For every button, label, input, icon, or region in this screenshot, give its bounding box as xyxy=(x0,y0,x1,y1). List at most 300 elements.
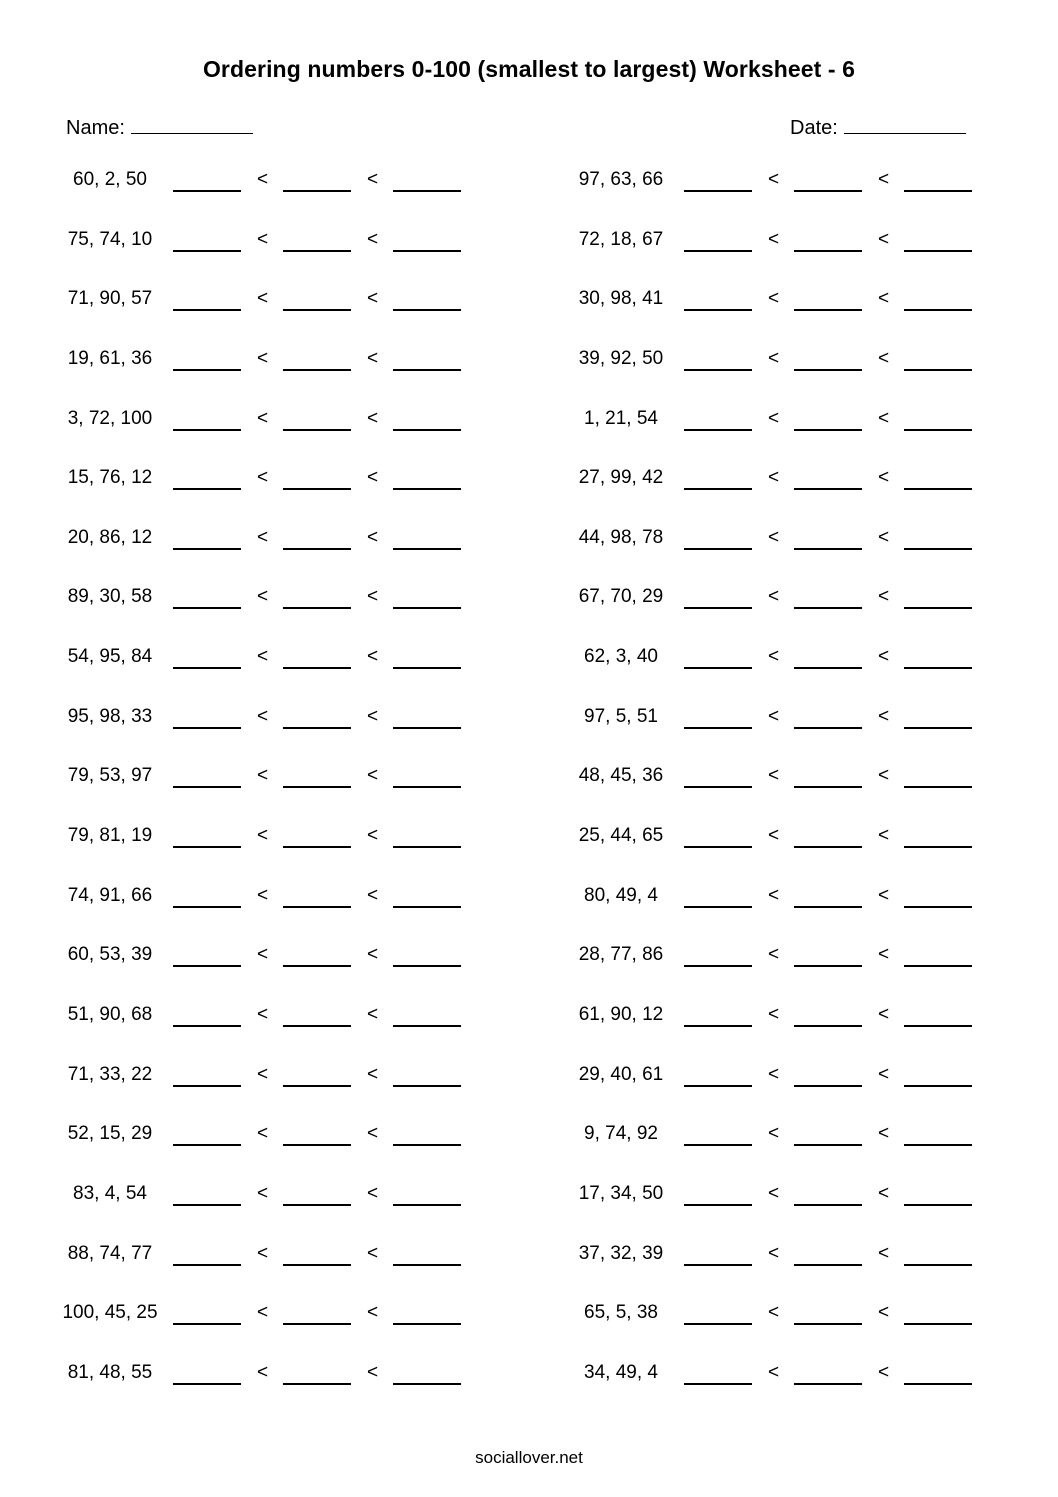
answer-blank-1[interactable] xyxy=(684,1264,752,1266)
answer-blank-1[interactable] xyxy=(684,727,752,729)
answer-blank-3[interactable] xyxy=(904,965,972,967)
less-than-sign: < xyxy=(768,228,780,250)
answer-blank-2[interactable] xyxy=(283,906,351,908)
problem-numbers: 89, 30, 58 xyxy=(67,586,153,608)
less-than-sign: < xyxy=(257,1003,269,1025)
answer-blank-1[interactable] xyxy=(684,1383,752,1385)
worksheet-title: Ordering numbers 0-100 (smallest to largest) Worksheet - 6 xyxy=(202,56,856,82)
problem-numbers: 97, 5, 51 xyxy=(584,705,658,727)
less-than-sign: < xyxy=(878,646,890,668)
problem-row xyxy=(52,808,492,868)
less-than-sign: < xyxy=(768,944,780,966)
less-than-sign: < xyxy=(768,1003,780,1025)
answer-blank-2[interactable] xyxy=(283,1383,351,1385)
answer-blank-2[interactable] xyxy=(794,1383,862,1385)
answer-blank-1[interactable] xyxy=(173,488,241,490)
less-than-sign: < xyxy=(367,646,379,668)
less-than-sign: < xyxy=(878,884,890,906)
problem-row xyxy=(563,808,1003,868)
less-than-sign: < xyxy=(878,1242,890,1264)
less-than-sign: < xyxy=(768,1123,780,1145)
answer-blank-2[interactable] xyxy=(283,965,351,967)
answer-blank-1[interactable] xyxy=(173,1025,241,1027)
less-than-sign: < xyxy=(878,765,890,787)
less-than-sign: < xyxy=(257,646,269,668)
less-than-sign: < xyxy=(257,1182,269,1204)
problem-numbers: 83, 4, 54 xyxy=(73,1182,147,1204)
problem-row xyxy=(563,927,1003,987)
answer-blank-3[interactable] xyxy=(904,846,972,848)
answer-blank-1[interactable] xyxy=(173,667,241,669)
answer-blank-3[interactable] xyxy=(904,429,972,431)
problem-numbers: 61, 90, 12 xyxy=(578,1003,664,1025)
answer-blank-2[interactable] xyxy=(283,250,351,252)
problem-row xyxy=(563,569,1003,629)
problem-numbers: 79, 81, 19 xyxy=(67,825,153,847)
answer-blank-3[interactable] xyxy=(393,786,461,788)
answer-blank-2[interactable] xyxy=(283,488,351,490)
less-than-sign: < xyxy=(257,1063,269,1085)
answer-blank-2[interactable] xyxy=(794,727,862,729)
problem-numbers: 88, 74, 77 xyxy=(67,1242,153,1264)
answer-blank-1[interactable] xyxy=(684,548,752,550)
less-than-sign: < xyxy=(367,1063,379,1085)
less-than-sign: < xyxy=(367,586,379,608)
answer-blank-3[interactable] xyxy=(393,965,461,967)
less-than-sign: < xyxy=(367,407,379,429)
problem-numbers: 54, 95, 84 xyxy=(67,646,153,668)
answer-blank-2[interactable] xyxy=(794,667,862,669)
less-than-sign: < xyxy=(367,169,379,190)
answer-blank-2[interactable] xyxy=(283,667,351,669)
problem-row xyxy=(52,987,492,1047)
answer-blank-1[interactable] xyxy=(173,786,241,788)
less-than-sign: < xyxy=(878,526,890,548)
less-than-sign: < xyxy=(878,288,890,310)
answer-blank-2[interactable] xyxy=(283,1025,351,1027)
less-than-sign: < xyxy=(768,169,780,190)
less-than-sign: < xyxy=(367,1361,379,1383)
less-than-sign: < xyxy=(257,944,269,966)
problem-numbers: 29, 40, 61 xyxy=(578,1063,664,1085)
answer-blank-2[interactable] xyxy=(283,786,351,788)
problem-row xyxy=(563,629,1003,689)
answer-blank-1[interactable] xyxy=(684,309,752,311)
name-blank[interactable] xyxy=(131,113,253,134)
problem-row xyxy=(52,1166,492,1226)
problem-numbers: 48, 45, 36 xyxy=(578,765,664,787)
date-blank[interactable] xyxy=(844,113,966,134)
less-than-sign: < xyxy=(367,1302,379,1324)
problem-numbers: 60, 2, 50 xyxy=(73,169,147,190)
problem-row xyxy=(52,629,492,689)
problem-row xyxy=(52,271,492,331)
less-than-sign: < xyxy=(768,407,780,429)
less-than-sign: < xyxy=(878,1361,890,1383)
problem-row xyxy=(52,748,492,808)
problem-numbers: 74, 91, 66 xyxy=(67,884,153,906)
problem-row xyxy=(563,1285,1003,1345)
answer-blank-1[interactable] xyxy=(684,250,752,252)
problem-row xyxy=(52,510,492,570)
answer-blank-3[interactable] xyxy=(393,1144,461,1146)
name-label: Name: xyxy=(66,117,125,139)
answer-blank-3[interactable] xyxy=(904,1323,972,1325)
problem-numbers: 60, 53, 39 xyxy=(67,944,153,966)
less-than-sign: < xyxy=(878,1302,890,1324)
answer-blank-3[interactable] xyxy=(393,488,461,490)
answer-blank-3[interactable] xyxy=(393,1323,461,1325)
problem-numbers: 44, 98, 78 xyxy=(578,526,664,548)
answer-blank-1[interactable] xyxy=(173,906,241,908)
answer-blank-3[interactable] xyxy=(393,1204,461,1206)
problem-numbers: 17, 34, 50 xyxy=(578,1182,664,1204)
less-than-sign: < xyxy=(878,169,890,190)
answer-blank-1[interactable] xyxy=(684,786,752,788)
answer-blank-2[interactable] xyxy=(794,190,862,192)
answer-blank-2[interactable] xyxy=(794,906,862,908)
problem-numbers: 30, 98, 41 xyxy=(578,288,664,310)
answer-blank-2[interactable] xyxy=(794,250,862,252)
problem-row xyxy=(563,450,1003,510)
problem-numbers: 71, 33, 22 xyxy=(67,1063,153,1085)
problem-row xyxy=(52,1226,492,1286)
answer-blank-1[interactable] xyxy=(684,1323,752,1325)
less-than-sign: < xyxy=(768,467,780,489)
less-than-sign: < xyxy=(878,586,890,608)
answer-blank-2[interactable] xyxy=(794,1025,862,1027)
answer-blank-1[interactable] xyxy=(173,727,241,729)
less-than-sign: < xyxy=(768,347,780,369)
problem-numbers: 9, 74, 92 xyxy=(584,1123,658,1145)
problem-numbers: 52, 15, 29 xyxy=(67,1123,153,1145)
problem-numbers: 72, 18, 67 xyxy=(578,228,664,250)
answer-blank-2[interactable] xyxy=(283,309,351,311)
answer-blank-2[interactable] xyxy=(283,846,351,848)
answer-blank-1[interactable] xyxy=(684,1085,752,1087)
less-than-sign: < xyxy=(768,586,780,608)
problem-row xyxy=(563,212,1003,272)
problem-row xyxy=(52,569,492,629)
less-than-sign: < xyxy=(257,228,269,250)
problem-row xyxy=(563,391,1003,451)
problem-row xyxy=(52,391,492,451)
problem-row xyxy=(52,450,492,510)
answer-blank-1[interactable] xyxy=(173,1144,241,1146)
answer-blank-2[interactable] xyxy=(794,965,862,967)
less-than-sign: < xyxy=(768,1242,780,1264)
answer-blank-1[interactable] xyxy=(173,1383,241,1385)
less-than-sign: < xyxy=(768,1361,780,1383)
answer-blank-1[interactable] xyxy=(173,369,241,371)
less-than-sign: < xyxy=(367,705,379,727)
right-problem-column xyxy=(563,152,1003,1404)
answer-blank-3[interactable] xyxy=(393,1383,461,1385)
answer-blank-2[interactable] xyxy=(794,786,862,788)
problem-row xyxy=(52,212,492,272)
answer-blank-1[interactable] xyxy=(684,190,752,192)
answer-blank-2[interactable] xyxy=(283,727,351,729)
problem-row xyxy=(563,1345,1003,1405)
problem-row xyxy=(563,748,1003,808)
left-problem-column xyxy=(52,152,492,1404)
answer-blank-1[interactable] xyxy=(173,965,241,967)
answer-blank-3[interactable] xyxy=(904,488,972,490)
problem-numbers: 3, 72, 100 xyxy=(67,407,153,429)
answer-blank-2[interactable] xyxy=(794,548,862,550)
problem-row xyxy=(563,868,1003,928)
answer-blank-3[interactable] xyxy=(904,906,972,908)
answer-blank-3[interactable] xyxy=(393,1264,461,1266)
problem-row xyxy=(563,689,1003,749)
problem-numbers: 20, 86, 12 xyxy=(67,526,153,548)
date-field xyxy=(790,113,966,140)
less-than-sign: < xyxy=(878,347,890,369)
problem-row xyxy=(563,152,1003,212)
problem-numbers: 100, 45, 25 xyxy=(62,1302,158,1324)
problem-numbers: 71, 90, 57 xyxy=(67,288,153,310)
less-than-sign: < xyxy=(257,1361,269,1383)
less-than-sign: < xyxy=(257,347,269,369)
problem-row xyxy=(563,987,1003,1047)
less-than-sign: < xyxy=(768,1063,780,1085)
answer-blank-2[interactable] xyxy=(283,190,351,192)
answer-blank-3[interactable] xyxy=(393,429,461,431)
problem-row xyxy=(563,1047,1003,1107)
less-than-sign: < xyxy=(768,288,780,310)
footer-site: sociallover.net xyxy=(475,1448,583,1467)
problem-row xyxy=(563,510,1003,570)
answer-blank-3[interactable] xyxy=(904,309,972,311)
answer-blank-2[interactable] xyxy=(794,1144,862,1146)
answer-blank-2[interactable] xyxy=(283,369,351,371)
answer-blank-3[interactable] xyxy=(393,607,461,609)
problem-numbers: 75, 74, 10 xyxy=(67,228,153,250)
problem-row xyxy=(563,1226,1003,1286)
less-than-sign: < xyxy=(878,228,890,250)
answer-blank-1[interactable] xyxy=(684,846,752,848)
less-than-sign: < xyxy=(878,1182,890,1204)
less-than-sign: < xyxy=(878,1123,890,1145)
answer-blank-2[interactable] xyxy=(794,1204,862,1206)
less-than-sign: < xyxy=(257,169,269,190)
answer-blank-1[interactable] xyxy=(684,488,752,490)
answer-blank-2[interactable] xyxy=(794,369,862,371)
answer-blank-3[interactable] xyxy=(393,1085,461,1087)
answer-blank-3[interactable] xyxy=(904,607,972,609)
problem-row xyxy=(52,331,492,391)
answer-blank-3[interactable] xyxy=(393,906,461,908)
answer-blank-3[interactable] xyxy=(904,727,972,729)
problem-row xyxy=(563,1106,1003,1166)
less-than-sign: < xyxy=(367,1182,379,1204)
problem-numbers: 37, 32, 39 xyxy=(578,1242,664,1264)
problem-numbers: 28, 77, 86 xyxy=(578,944,664,966)
less-than-sign: < xyxy=(768,646,780,668)
less-than-sign: < xyxy=(768,1182,780,1204)
less-than-sign: < xyxy=(367,765,379,787)
problem-numbers: 97, 63, 66 xyxy=(578,169,664,190)
answer-blank-3[interactable] xyxy=(393,309,461,311)
answer-blank-1[interactable] xyxy=(173,846,241,848)
less-than-sign: < xyxy=(768,825,780,847)
answer-blank-2[interactable] xyxy=(794,846,862,848)
answer-blank-3[interactable] xyxy=(393,727,461,729)
problem-numbers: 65, 5, 38 xyxy=(584,1302,658,1324)
less-than-sign: < xyxy=(257,288,269,310)
answer-blank-3[interactable] xyxy=(904,190,972,192)
less-than-sign: < xyxy=(367,526,379,548)
problem-numbers: 67, 70, 29 xyxy=(578,586,664,608)
answer-blank-3[interactable] xyxy=(904,1383,972,1385)
answer-blank-3[interactable] xyxy=(904,1144,972,1146)
problem-numbers: 79, 53, 97 xyxy=(67,765,153,787)
problem-row xyxy=(563,331,1003,391)
answer-blank-1[interactable] xyxy=(173,190,241,192)
answer-blank-1[interactable] xyxy=(173,1204,241,1206)
answer-blank-1[interactable] xyxy=(684,369,752,371)
answer-blank-2[interactable] xyxy=(283,1323,351,1325)
answer-blank-3[interactable] xyxy=(393,548,461,550)
answer-blank-1[interactable] xyxy=(173,1264,241,1266)
problem-row xyxy=(52,152,492,212)
less-than-sign: < xyxy=(257,467,269,489)
answer-blank-1[interactable] xyxy=(684,1144,752,1146)
less-than-sign: < xyxy=(878,825,890,847)
answer-blank-1[interactable] xyxy=(173,1085,241,1087)
answer-blank-1[interactable] xyxy=(684,429,752,431)
answer-blank-1[interactable] xyxy=(684,607,752,609)
answer-blank-2[interactable] xyxy=(283,607,351,609)
answer-blank-2[interactable] xyxy=(794,488,862,490)
problem-numbers: 80, 49, 4 xyxy=(584,884,658,906)
problem-numbers: 1, 21, 54 xyxy=(584,407,658,429)
problem-row xyxy=(52,927,492,987)
problem-numbers: 19, 61, 36 xyxy=(67,347,153,369)
less-than-sign: < xyxy=(878,1063,890,1085)
answer-blank-3[interactable] xyxy=(393,369,461,371)
problem-row xyxy=(52,1106,492,1166)
answer-blank-2[interactable] xyxy=(283,429,351,431)
problem-numbers: 15, 76, 12 xyxy=(67,467,153,489)
answer-blank-1[interactable] xyxy=(173,548,241,550)
problem-row xyxy=(563,271,1003,331)
less-than-sign: < xyxy=(367,347,379,369)
problem-row xyxy=(52,868,492,928)
problem-row xyxy=(52,1285,492,1345)
less-than-sign: < xyxy=(257,825,269,847)
answer-blank-1[interactable] xyxy=(684,965,752,967)
less-than-sign: < xyxy=(257,765,269,787)
answer-blank-3[interactable] xyxy=(393,190,461,192)
answer-blank-3[interactable] xyxy=(904,369,972,371)
less-than-sign: < xyxy=(878,407,890,429)
answer-blank-3[interactable] xyxy=(393,250,461,252)
answer-blank-3[interactable] xyxy=(904,548,972,550)
less-than-sign: < xyxy=(367,884,379,906)
answer-blank-1[interactable] xyxy=(173,429,241,431)
less-than-sign: < xyxy=(768,705,780,727)
date-label: Date: xyxy=(790,117,838,139)
less-than-sign: < xyxy=(257,1302,269,1324)
less-than-sign: < xyxy=(367,228,379,250)
less-than-sign: < xyxy=(878,1003,890,1025)
less-than-sign: < xyxy=(257,1242,269,1264)
answer-blank-1[interactable] xyxy=(173,250,241,252)
answer-blank-2[interactable] xyxy=(283,548,351,550)
less-than-sign: < xyxy=(878,467,890,489)
less-than-sign: < xyxy=(367,1003,379,1025)
answer-blank-1[interactable] xyxy=(173,1323,241,1325)
less-than-sign: < xyxy=(367,944,379,966)
less-than-sign: < xyxy=(367,1242,379,1264)
answer-blank-1[interactable] xyxy=(684,1025,752,1027)
answer-blank-3[interactable] xyxy=(393,1025,461,1027)
problem-row xyxy=(52,1047,492,1107)
answer-blank-2[interactable] xyxy=(283,1264,351,1266)
less-than-sign: < xyxy=(257,526,269,548)
less-than-sign: < xyxy=(257,586,269,608)
answer-blank-1[interactable] xyxy=(684,1204,752,1206)
less-than-sign: < xyxy=(257,407,269,429)
less-than-sign: < xyxy=(768,884,780,906)
problem-row xyxy=(563,1166,1003,1226)
answer-blank-1[interactable] xyxy=(173,309,241,311)
problem-numbers: 51, 90, 68 xyxy=(67,1003,153,1025)
answer-blank-3[interactable] xyxy=(904,1085,972,1087)
answer-blank-2[interactable] xyxy=(794,1323,862,1325)
answer-blank-1[interactable] xyxy=(684,906,752,908)
answer-blank-3[interactable] xyxy=(904,667,972,669)
answer-blank-3[interactable] xyxy=(904,1204,972,1206)
answer-blank-1[interactable] xyxy=(684,667,752,669)
answer-blank-3[interactable] xyxy=(393,846,461,848)
less-than-sign: < xyxy=(768,765,780,787)
less-than-sign: < xyxy=(367,825,379,847)
less-than-sign: < xyxy=(768,1302,780,1324)
problem-row xyxy=(52,1345,492,1405)
answer-blank-2[interactable] xyxy=(283,1085,351,1087)
less-than-sign: < xyxy=(257,1123,269,1145)
less-than-sign: < xyxy=(367,288,379,310)
less-than-sign: < xyxy=(367,467,379,489)
answer-blank-3[interactable] xyxy=(904,1264,972,1266)
less-than-sign: < xyxy=(257,884,269,906)
answer-blank-2[interactable] xyxy=(283,1144,351,1146)
answer-blank-2[interactable] xyxy=(794,309,862,311)
answer-blank-3[interactable] xyxy=(393,667,461,669)
less-than-sign: < xyxy=(367,1123,379,1145)
answer-blank-3[interactable] xyxy=(904,250,972,252)
problem-numbers: 95, 98, 33 xyxy=(67,705,153,727)
answer-blank-2[interactable] xyxy=(794,1264,862,1266)
answer-blank-3[interactable] xyxy=(904,786,972,788)
problem-numbers: 81, 48, 55 xyxy=(67,1361,153,1383)
answer-blank-1[interactable] xyxy=(173,607,241,609)
name-field xyxy=(66,113,253,140)
problem-row xyxy=(52,689,492,749)
answer-blank-2[interactable] xyxy=(794,1085,862,1087)
problem-numbers: 39, 92, 50 xyxy=(578,347,664,369)
answer-blank-2[interactable] xyxy=(794,607,862,609)
problem-numbers: 62, 3, 40 xyxy=(584,646,658,668)
problem-numbers: 27, 99, 42 xyxy=(578,467,664,489)
answer-blank-2[interactable] xyxy=(794,429,862,431)
problem-numbers: 25, 44, 65 xyxy=(578,825,664,847)
answer-blank-3[interactable] xyxy=(904,1025,972,1027)
problem-numbers: 34, 49, 4 xyxy=(584,1361,658,1383)
answer-blank-2[interactable] xyxy=(283,1204,351,1206)
